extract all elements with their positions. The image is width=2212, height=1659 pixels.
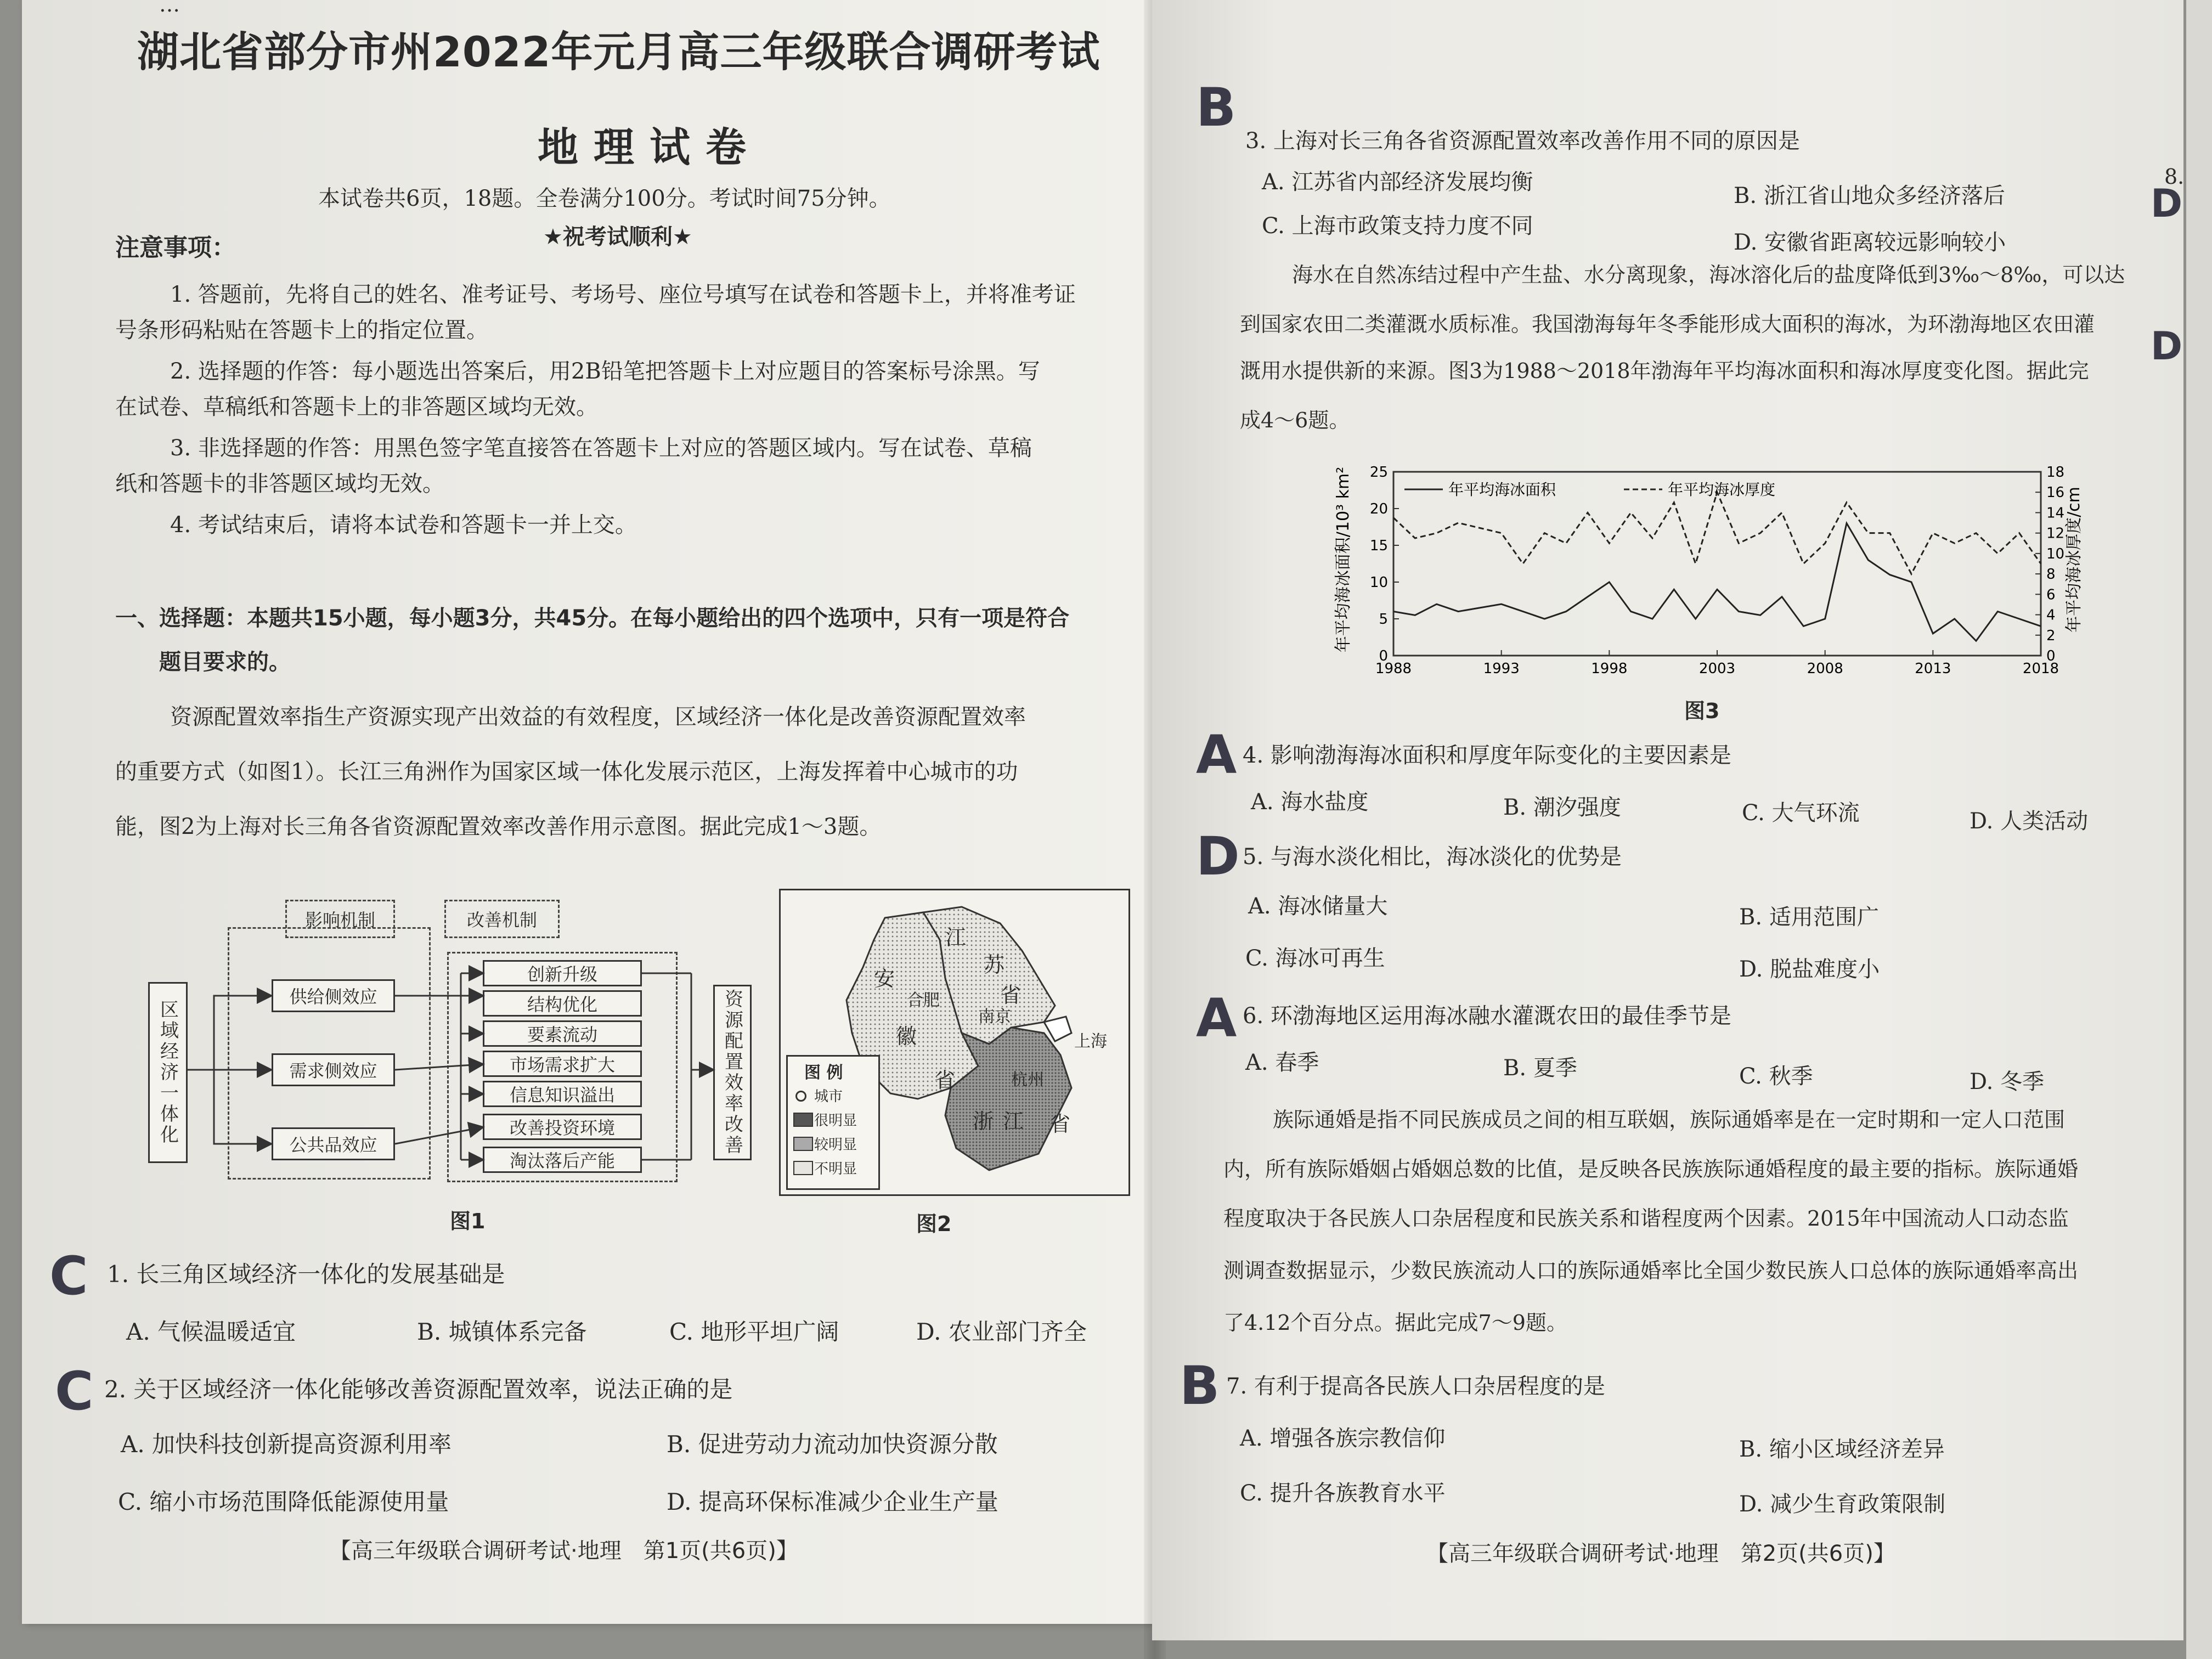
map-label: 省 (934, 1068, 956, 1092)
handwritten-answer: B (1180, 1355, 1220, 1417)
question-stem: 5. 与海水淡化相比，海冰淡化的优势是 (1243, 844, 1622, 870)
y-left-tick-label: 5 (1379, 611, 1388, 628)
x-tick-label: 1988 (1375, 661, 1412, 677)
edge-handwriting: D (2151, 324, 2183, 369)
figure-2 (779, 889, 1130, 1196)
exam-subject-title: 地理试卷 (538, 124, 761, 171)
legend-label-0: 年平均海冰面积 (1448, 481, 1556, 499)
notice-line: 号条形码粘贴在答题卡上的指定位置。 (115, 318, 488, 343)
map-city-hangzhou: 杭州 (1011, 1070, 1044, 1090)
question-option: B. 浙江省山地众多经济落后 (1734, 183, 2005, 208)
question-stem: 1. 长三角区域经济一体化的发展基础是 (107, 1261, 505, 1288)
series-line-0 (1393, 523, 2041, 641)
question-option: A. 气候温暖适宜 (126, 1318, 296, 1345)
handwritten-answer: A (1196, 724, 1237, 786)
fig1-effect: 需求侧效应 (272, 1053, 395, 1086)
map-city-nanjing: 南京 (978, 1007, 1011, 1026)
question-option: B. 适用范围广 (1739, 905, 1879, 930)
question-option: C. 上海市政策支持力度不同 (1262, 213, 1533, 239)
fig1-mechanism: 要素流动 (483, 1020, 642, 1047)
notice-line: 纸和答题卡的非答题区域均无效。 (115, 471, 444, 496)
y-right-tick-label: 4 (2046, 607, 2056, 624)
edge-mark: 8. (2164, 165, 2185, 189)
exam-subtitle: 本试卷共6页，18题。全卷满分100分。考试时间75分钟。 (318, 186, 891, 211)
y-left-tick-label: 25 (1369, 464, 1388, 481)
passage-line: 了4.12个百分点。据此完成7～9题。 (1223, 1311, 1567, 1335)
question-option: A. 增强各族宗教信仰 (1240, 1426, 1446, 1451)
question-option: C. 海冰可再生 (1245, 946, 1385, 971)
question-option: D. 人类活动 (1970, 809, 2089, 834)
handwritten-answer: B (1196, 77, 1237, 138)
question-stem: 2. 关于区域经济一体化能够改善资源配置效率，说法正确的是 (104, 1376, 733, 1403)
question-stem: 3. 上海对长三角各省资源配置效率改善作用不同的原因是 (1245, 128, 1800, 154)
map-label: 江 (945, 926, 967, 950)
y-right-tick-label: 12 (2046, 525, 2065, 542)
legend-item: 很明显 (814, 1113, 857, 1129)
x-tick-label: 2008 (1807, 661, 1843, 677)
question-option: B. 促进劳动力流动加快资源分散 (667, 1431, 998, 1458)
legend-label-1: 年平均海冰厚度 (1668, 481, 1776, 499)
passage-line: 族际通婚是指不同民族成员之间的相互联姻，族际通婚率是在一定时期和一定人口范围 (1273, 1108, 2066, 1132)
question-option: A. 加快科技创新提高资源利用率 (121, 1431, 452, 1458)
legend-title: 图 例 (804, 1063, 843, 1082)
fig3-caption: 图3 (1684, 699, 1720, 723)
y-right-tick-label: 14 (2046, 505, 2065, 522)
exam-wish: ★祝考试顺利★ (543, 224, 692, 250)
chart-series (1393, 492, 2041, 641)
fig2-legend (786, 1055, 880, 1190)
fig1-mechanism: 信息知识溢出 (483, 1081, 642, 1107)
question-option: C. 大气环流 (1742, 800, 1860, 826)
y-right-tick-label: 16 (2046, 484, 2065, 501)
notice-line: 在试卷、草稿纸和答题卡上的非答题区域均无效。 (115, 394, 598, 420)
passage-line: 能，图2为上海对长三角各省资源配置效率改善作用示意图。据此完成1～3题。 (115, 814, 882, 839)
figure-3-chart (1333, 461, 2090, 702)
chart-ylabel-left: 年平均海冰面积/10³ km² (1334, 466, 1353, 653)
chart-ylabel-right: 年平均海冰厚度/cm (2064, 487, 2084, 633)
fig1-mechanism: 市场需求扩大 (483, 1051, 642, 1077)
fig2-caption: 图2 (916, 1212, 952, 1236)
question-option: B. 城镇体系完备 (417, 1318, 587, 1345)
figure-1 (143, 889, 746, 1196)
map-city-shanghai: 上海 (1074, 1032, 1107, 1051)
question-option: B. 潮汐强度 (1503, 795, 1621, 820)
question-option: A. 海水盐度 (1251, 789, 1369, 815)
question-option: D. 农业部门齐全 (916, 1318, 1087, 1345)
question-option: D. 安徽省距离较远影响较小 (1734, 230, 2006, 255)
passage-line: 到国家农田二类灌溉水质标准。我国渤海每年冬季能形成大面积的海冰，为环渤海地区农田灌 (1240, 312, 2095, 336)
passage-line: 的重要方式（如图1）。长江三角洲作为国家区域一体化发展示范区，上海发挥着中心城市的功 (115, 759, 1018, 785)
map-label: 徽 (896, 1024, 917, 1048)
question-option: D. 冬季 (1970, 1069, 2045, 1094)
y-right-tick-label: 10 (2046, 545, 2065, 562)
y-left-tick-label: 10 (1369, 574, 1388, 591)
page-footer: 【高三年级联合调研考试·地理 第2页(共6页)】 (1426, 1541, 1895, 1566)
map-label: 浙 (973, 1109, 994, 1133)
question-option: B. 夏季 (1503, 1056, 1577, 1081)
question-option: A. 海冰储量大 (1248, 894, 1388, 919)
x-tick-label: 1998 (1591, 661, 1628, 677)
question-option: C. 地形平坦广阔 (669, 1318, 839, 1345)
fig1-effect: 公共品效应 (272, 1127, 395, 1160)
y-right-tick-label: 2 (2046, 627, 2056, 644)
corner-text: … (159, 0, 180, 16)
legend-item: 较明显 (814, 1137, 857, 1153)
fig1-mechanism: 结构优化 (483, 990, 642, 1017)
legend-item: 城市 (814, 1088, 843, 1105)
question-stem: 6. 环渤海地区运用海冰融水灌溉农田的最佳季节是 (1243, 1003, 1731, 1029)
passage-line: 内，所有族际婚姻占婚姻总数的比值，是反映各民族族际通婚程度的最主要的指标。族际通婚 (1223, 1157, 2079, 1181)
x-tick-label: 2013 (1915, 661, 1951, 677)
handwritten-answer: C (49, 1245, 88, 1307)
y-right-tick-label: 18 (2046, 464, 2065, 481)
question-option: D. 脱盐难度小 (1739, 957, 1880, 982)
question-option: C. 秋季 (1739, 1064, 1813, 1089)
question-option: C. 提升各族教育水平 (1240, 1481, 1446, 1506)
fig1-left-box: 区域经济一体化 (148, 982, 188, 1163)
question-option: D. 减少生育政策限制 (1739, 1492, 1946, 1517)
x-tick-label: 2003 (1699, 661, 1736, 677)
fig1-mechanism: 淘汰落后产能 (483, 1147, 642, 1173)
x-tick-label: 1993 (1483, 661, 1520, 677)
notice-line: 2. 选择题的作答：每小题选出答案后，用2B铅笔把答题卡上对应题目的答案标号涂黑。写 (170, 359, 1040, 384)
passage-line: 资源配置效率指生产资源实现产出效益的有效程度，区域经济一体化是改善资源配置效率 (170, 704, 1026, 730)
y-right-tick-label: 6 (2046, 586, 2056, 603)
edge-handwriting: D (2151, 181, 2183, 226)
question-option: A. 江苏省内部经济发展均衡 (1262, 170, 1533, 195)
exam-page-2 (1152, 0, 2183, 1640)
chart-plot-frame (1393, 472, 2041, 656)
y-right-tick-label: 8 (2046, 566, 2056, 583)
exam-page-1 (22, 0, 1152, 1624)
page-footer: 【高三年级联合调研考试·地理 第1页(共6页)】 (329, 1538, 798, 1564)
fig1-influence-label: 影响机制 (285, 900, 395, 938)
fig1-arrows (143, 889, 757, 1196)
y-left-tick-label: 20 (1369, 501, 1388, 517)
passage-line: 成4～6题。 (1240, 408, 1350, 432)
map-label: 江 (1003, 1109, 1024, 1133)
passage-line: 溉用水提供新的来源。图3为1988～2018年渤海年平均海冰面积和海冰厚度变化图。据此完 (1240, 359, 2089, 383)
question-option: A. 春季 (1245, 1050, 1319, 1075)
fig1-effect: 供给侧效应 (272, 979, 395, 1012)
notice-line: 1. 答题前，先将自己的姓名、准考证号、考场号、座位号填写在试卷和答题卡上，并将准考证 (170, 282, 1076, 307)
fig1-mechanism: 改善投资环境 (483, 1114, 642, 1140)
question-option: C. 缩小市场范围降低能源使用量 (118, 1488, 449, 1515)
fig1-result-box: 资源配置效率改善 (713, 985, 752, 1160)
y-left-tick-label: 0 (1379, 648, 1388, 664)
legend-swatch (793, 1137, 813, 1151)
question-stem: 7. 有利于提高各民族人口杂居程度的是 (1226, 1374, 1605, 1399)
chart-legend (1404, 481, 1775, 499)
map-label: 安 (874, 967, 895, 991)
section-heading-cont: 题目要求的。 (159, 650, 291, 675)
fig1-mechanism: 创新升级 (483, 960, 642, 986)
handwritten-answer: C (55, 1361, 94, 1422)
passage-line: 海水在自然冻结过程中产生盐、水分离现象，海冰溶化后的盐度降低到3‰～8‰，可以达 (1292, 263, 2125, 287)
fig1-improve-label: 改善机制 (444, 900, 560, 938)
series-line-1 (1393, 492, 2041, 574)
notice-line: 4. 考试结束后，请将本试卷和答题卡一并上交。 (170, 512, 637, 538)
map-label: 省 (1049, 1112, 1071, 1136)
notice-heading: 注意事项： (115, 234, 236, 262)
legend-swatch (793, 1161, 813, 1175)
handwritten-answer: D (1196, 826, 1240, 887)
section-heading: 一、选择题：本题共15小题，每小题3分，共45分。在每小题给出的四个选项中，只有一项是符合 (115, 606, 1070, 631)
passage-line: 测调查数据显示，少数民族流动人口的族际通婚率比全国少数民族人口总体的族际通婚率高出 (1223, 1259, 2079, 1283)
passage-line: 程度取决于各民族人口杂居程度和民族关系和谐程度两个因素。2015年中国流动人口动态监 (1223, 1206, 2069, 1231)
x-tick-label: 2018 (2022, 661, 2059, 677)
handwritten-answer: A (1196, 988, 1237, 1049)
question-option: D. 提高环保标准减少企业生产量 (667, 1488, 998, 1515)
map-label: 苏 (984, 953, 1005, 977)
legend-item: 不明显 (814, 1161, 857, 1177)
question-option: B. 缩小区域经济差异 (1739, 1437, 1945, 1462)
next-page-edge (2186, 0, 2212, 1659)
y-left-tick-label: 15 (1369, 538, 1388, 554)
notice-line: 3. 非选择题的作答：用黑色签字笔直接答在答题卡上对应的答题区域内。写在试卷、草稿 (170, 436, 1032, 461)
map-city-hefei: 合肥 (907, 991, 940, 1010)
chart-axes (1393, 472, 2041, 656)
city-symbol-icon (795, 1091, 806, 1102)
question-stem: 4. 影响渤海海冰面积和厚度年际变化的主要因素是 (1243, 743, 1731, 768)
legend-swatch (793, 1113, 813, 1127)
map-label: 省 (1000, 983, 1022, 1007)
y-right-tick-label: 0 (2046, 648, 2056, 664)
fig1-caption: 图1 (450, 1209, 486, 1233)
exam-title: 湖北省部分市州2022年元月高三年级联合调研考试 (137, 27, 1101, 76)
